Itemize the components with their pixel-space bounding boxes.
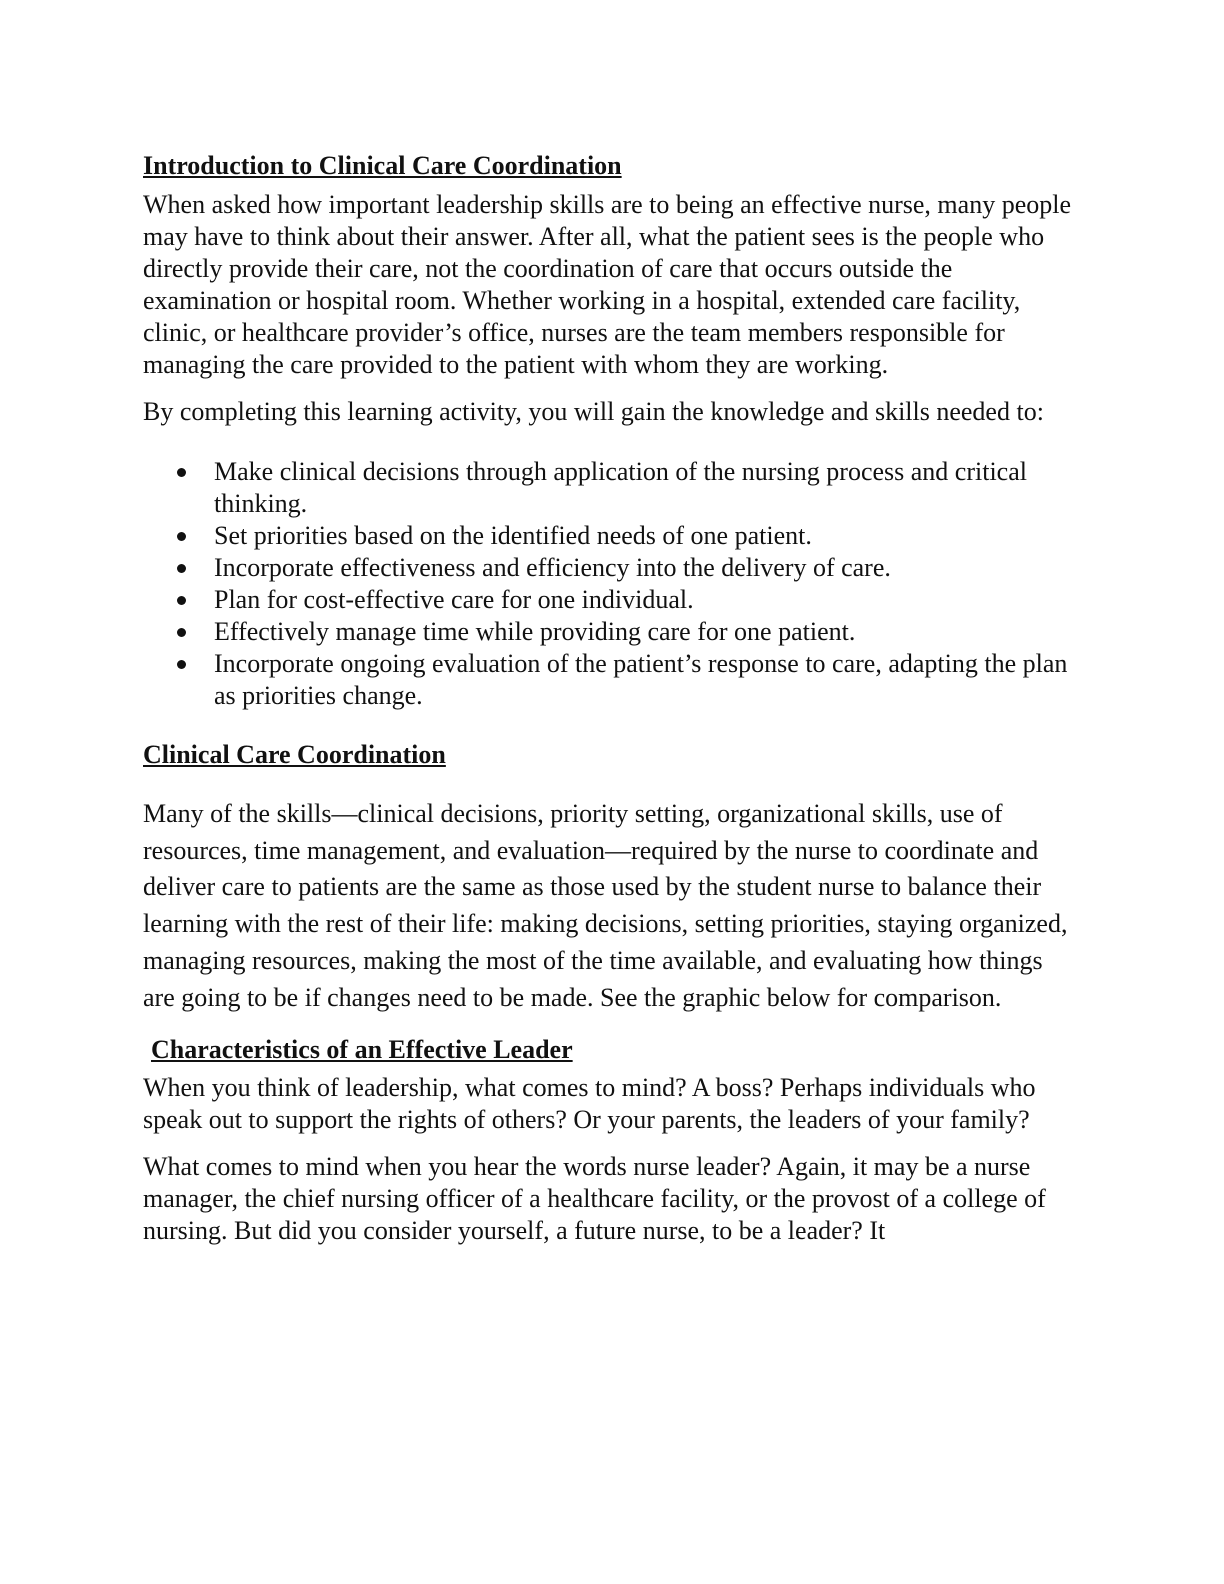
list-item-text: Set priorities based on the identified needs of one patient.: [214, 521, 812, 550]
objectives-lead-paragraph: By completing this learning activity, you will gain the knowledge and skills needed to:: [143, 397, 1044, 426]
list-item-text: Effectively manage time while providing care for one patient.: [214, 617, 856, 646]
section-heading-clinical-care-coordination: Clinical Care Coordination: [143, 740, 446, 769]
document-page: [143, 150, 1078, 1247]
bullet-icon: [177, 596, 186, 605]
list-item: [143, 520, 1078, 552]
intro-paragraph: When asked how important leadership skills are to being an effective nurse, many people may have to think about their answer. After all, what the patient sees is the people who directly provide their care, not the coordination of care that occurs outside the examination or hospital room. Whether working in a hospital, extended care facility, clinic, or healthcare provider’s office, nurses are the team members responsible for managing the care provided to the patient with whom they are working.: [143, 190, 1072, 379]
nurse-leader-paragraph: What comes to mind when you hear the words nurse leader? Again, it may be a nurse manager, the chief nursing officer of a healthcare facility, or the provost of a college of nursing. But did you consider yourself, a future nurse, to be a leader? It: [143, 1152, 1046, 1246]
list-item: [143, 456, 1078, 520]
bullet-icon: [177, 532, 186, 541]
list-item-text: Plan for cost-effective care for one individual.: [214, 585, 694, 614]
list-item: [143, 616, 1078, 648]
bullet-icon: [177, 564, 186, 573]
list-item: [143, 584, 1078, 616]
section-heading-effective-leader: Characteristics of an Effective Leader: [151, 1035, 573, 1065]
list-item-text: Make clinical decisions through application of the nursing process and critical thinking.: [214, 457, 1027, 518]
bullet-icon: [177, 628, 186, 637]
list-item-text: Incorporate effectiveness and efficiency into the delivery of care.: [214, 553, 891, 582]
list-item: [143, 648, 1078, 712]
clinical-care-paragraph: Many of the skills—clinical decisions, priority setting, organizational skills, use of resources, time management, and evaluation—required by the nurse to coordinate and deliver care to patients are the same as those used by the student nurse to balance their learning with the rest of their life: making decisions, setting priorities, staying organized, managing resources, making the most of the time available, and evaluating how things are going to be if changes need to be made. See the graphic below for comparison.: [143, 799, 1068, 1012]
bullet-icon: [177, 468, 186, 477]
learning-objectives-list: [143, 456, 1078, 712]
leadership-paragraph: When you think of leadership, what comes to mind? A boss? Perhaps individuals who speak out to support the rights of others? Or your parents, the leaders of your family?: [143, 1073, 1036, 1135]
bullet-icon: [177, 660, 186, 669]
section-heading-introduction: Introduction to Clinical Care Coordination: [143, 151, 622, 180]
list-item-text: Incorporate ongoing evaluation of the patient’s response to care, adapting the plan as priorities change.: [214, 649, 1068, 710]
list-item: [143, 552, 1078, 584]
